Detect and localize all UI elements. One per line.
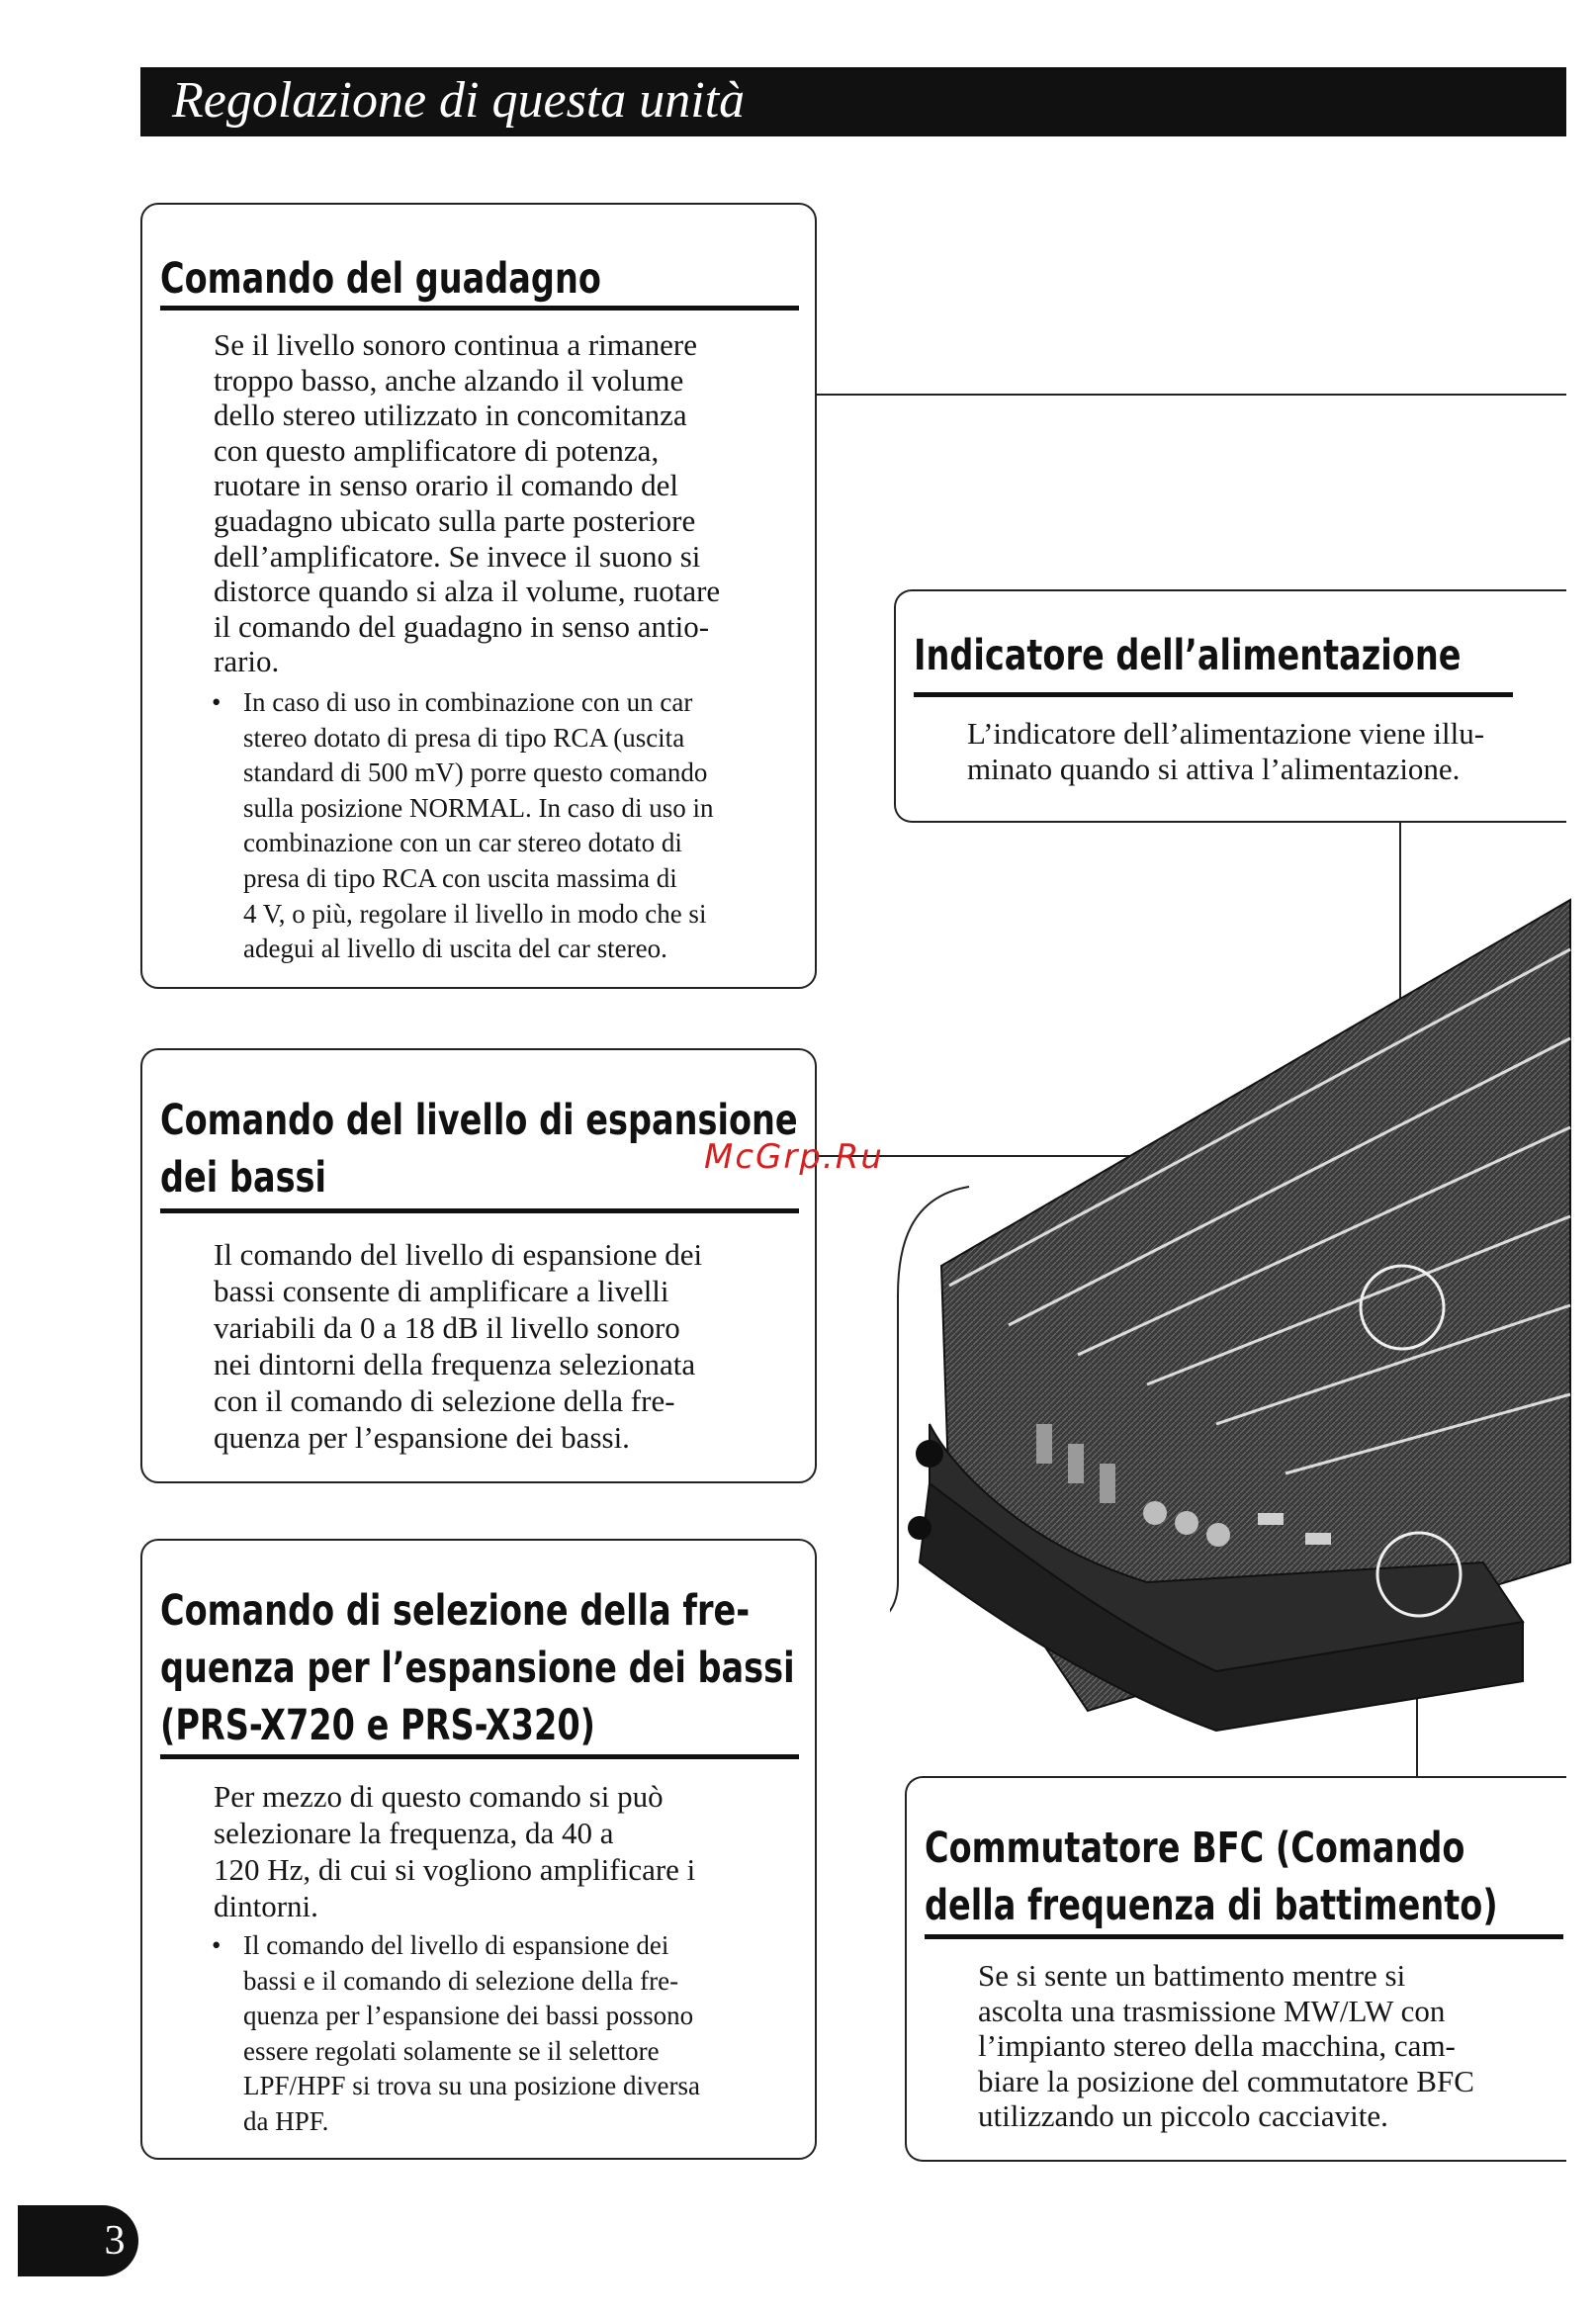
text-line: 120 Hz, di cui si vogliono amplificare i <box>214 1852 696 1887</box>
bullet: • <box>212 687 222 717</box>
text-line: Per mezzo di questo comando si può <box>214 1779 664 1814</box>
note-line: presa di tipo RCA con uscita massima di <box>243 862 677 893</box>
freq-selection-note <box>212 1928 817 2140</box>
freq-selection-box <box>140 1539 817 2160</box>
text-line: selezionare la frequenza, da 40 a <box>214 1816 614 1850</box>
title-line: della frequenza di battimento) <box>925 1881 1498 1930</box>
title-line: Comando del livello di espansione <box>160 1096 798 1145</box>
text-line: l’impianto stereo della macchina, cam- <box>978 2028 1456 2064</box>
header-bar <box>140 67 1566 136</box>
gain-control-note <box>212 685 817 967</box>
text-line: quenza per l’espansione dei bassi. <box>214 1420 630 1455</box>
text-line: Se si sente un battimento mentre si <box>978 1958 1406 1993</box>
bass-level-box <box>140 1048 817 1483</box>
title-line: Commutatore BFC (Comando <box>925 1824 1465 1873</box>
text-line: bassi consente di amplificare a livelli <box>214 1274 669 1308</box>
bfc-switch-body <box>978 1958 1571 2134</box>
text-line: Se il livello sonoro continua a rimanere <box>214 327 697 362</box>
text-line: dell’amplificatore. Se invece il suono si <box>214 538 701 574</box>
title-line: quenza per l’espansione dei bassi <box>160 1644 795 1693</box>
note-line: adegui al livello di uscita del car stereo. <box>243 934 667 964</box>
page-number-badge <box>18 2205 138 2276</box>
connector-gain <box>817 394 1566 396</box>
note-line: quenza per l’espansione dei bassi possono <box>243 2001 694 2031</box>
text-line: troppo basso, anche alzando il volume <box>214 362 684 398</box>
text-line: rario. <box>214 644 280 679</box>
power-indicator-title: Indicatore dell’alimentazione <box>914 631 1462 680</box>
text-line: biare la posizione del commutatore BFC <box>978 2063 1474 2098</box>
watermark: McGrp.Ru <box>704 1137 884 1177</box>
power-indicator-body <box>967 716 1560 786</box>
text-line: dintorni. <box>214 1889 318 1923</box>
title-line: Comando di selezione della fre- <box>160 1586 751 1636</box>
note-line: 4 V, o più, regolare il livello in modo che si <box>243 898 707 929</box>
text-line: ascolta una trasmissione MW/LW con <box>978 1993 1446 2028</box>
bfc-switch-box <box>905 1776 1566 2162</box>
text-line: ruotare in senso orario il comando del <box>214 468 679 503</box>
text-line: Il comando del livello di espansione dei <box>214 1237 703 1272</box>
note-line: Il comando del livello di espansione dei <box>243 1930 669 1960</box>
text-line: il comando del guadagno in senso antio- <box>214 608 710 644</box>
gain-control-body <box>214 327 807 679</box>
note-line: stereo dotato di presa di tipo RCA (uscita <box>243 722 685 753</box>
note-line: standard di 500 mV) porre questo comando <box>243 757 708 788</box>
freq-selection-body <box>214 1778 807 1924</box>
note-line: sulla posizione NORMAL. In caso di uso in <box>243 792 714 823</box>
note-line: essere regolati solamente se il selettore <box>243 2035 660 2066</box>
bass-level-body <box>214 1236 807 1456</box>
note-line: LPF/HPF si trova su una posizione diversa <box>243 2071 700 2101</box>
note-line: combinazione con un car stereo dotato di <box>243 828 682 858</box>
text-line: variabili da 0 a 18 dB il livello sonoro <box>214 1310 680 1345</box>
title-rule <box>160 306 799 311</box>
note-line: da HPF. <box>243 2105 329 2136</box>
title-rule <box>160 1208 799 1213</box>
page-title: Regolazione di questa unità <box>172 72 746 129</box>
bullet: • <box>212 1930 222 1960</box>
text-line: dello stereo utilizzato in concomitanza <box>214 398 687 433</box>
text-line: minato quando si attiva l’alimentazione. <box>967 751 1461 786</box>
amplifier-illustration <box>890 870 1572 1740</box>
title-rule <box>925 1934 1563 1939</box>
text-line: L’indicatore dell’alimentazione viene illu- <box>967 716 1485 751</box>
title-rule <box>160 1754 799 1759</box>
text-line: con il comando di selezione della fre- <box>214 1383 675 1418</box>
page-number: 3 <box>104 2218 126 2264</box>
freq-selection-title <box>160 1582 832 1754</box>
note-line: bassi e il comando di selezione della fre- <box>243 1965 679 1996</box>
note-line: In caso di uso in combinazione con un car <box>243 687 693 717</box>
text-line: con questo amplificatore di potenza, <box>214 432 660 468</box>
power-indicator-box <box>894 589 1566 823</box>
text-line: utilizzando un piccolo cacciavite. <box>978 2098 1388 2134</box>
title-line: dei bassi <box>160 1153 327 1203</box>
bfc-switch-title <box>925 1820 1583 1934</box>
title-rule <box>914 692 1513 697</box>
gain-control-box <box>140 203 817 989</box>
text-line: guadagno ubicato sulla parte posteriore <box>214 502 696 538</box>
title-line: (PRS-X720 e PRS-X320) <box>160 1701 596 1750</box>
gain-control-title: Comando del guadagno <box>160 254 601 304</box>
text-line: nei dintorni della frequenza selezionata <box>214 1347 696 1381</box>
text-line: distorce quando si alza il volume, ruotare <box>214 574 721 609</box>
